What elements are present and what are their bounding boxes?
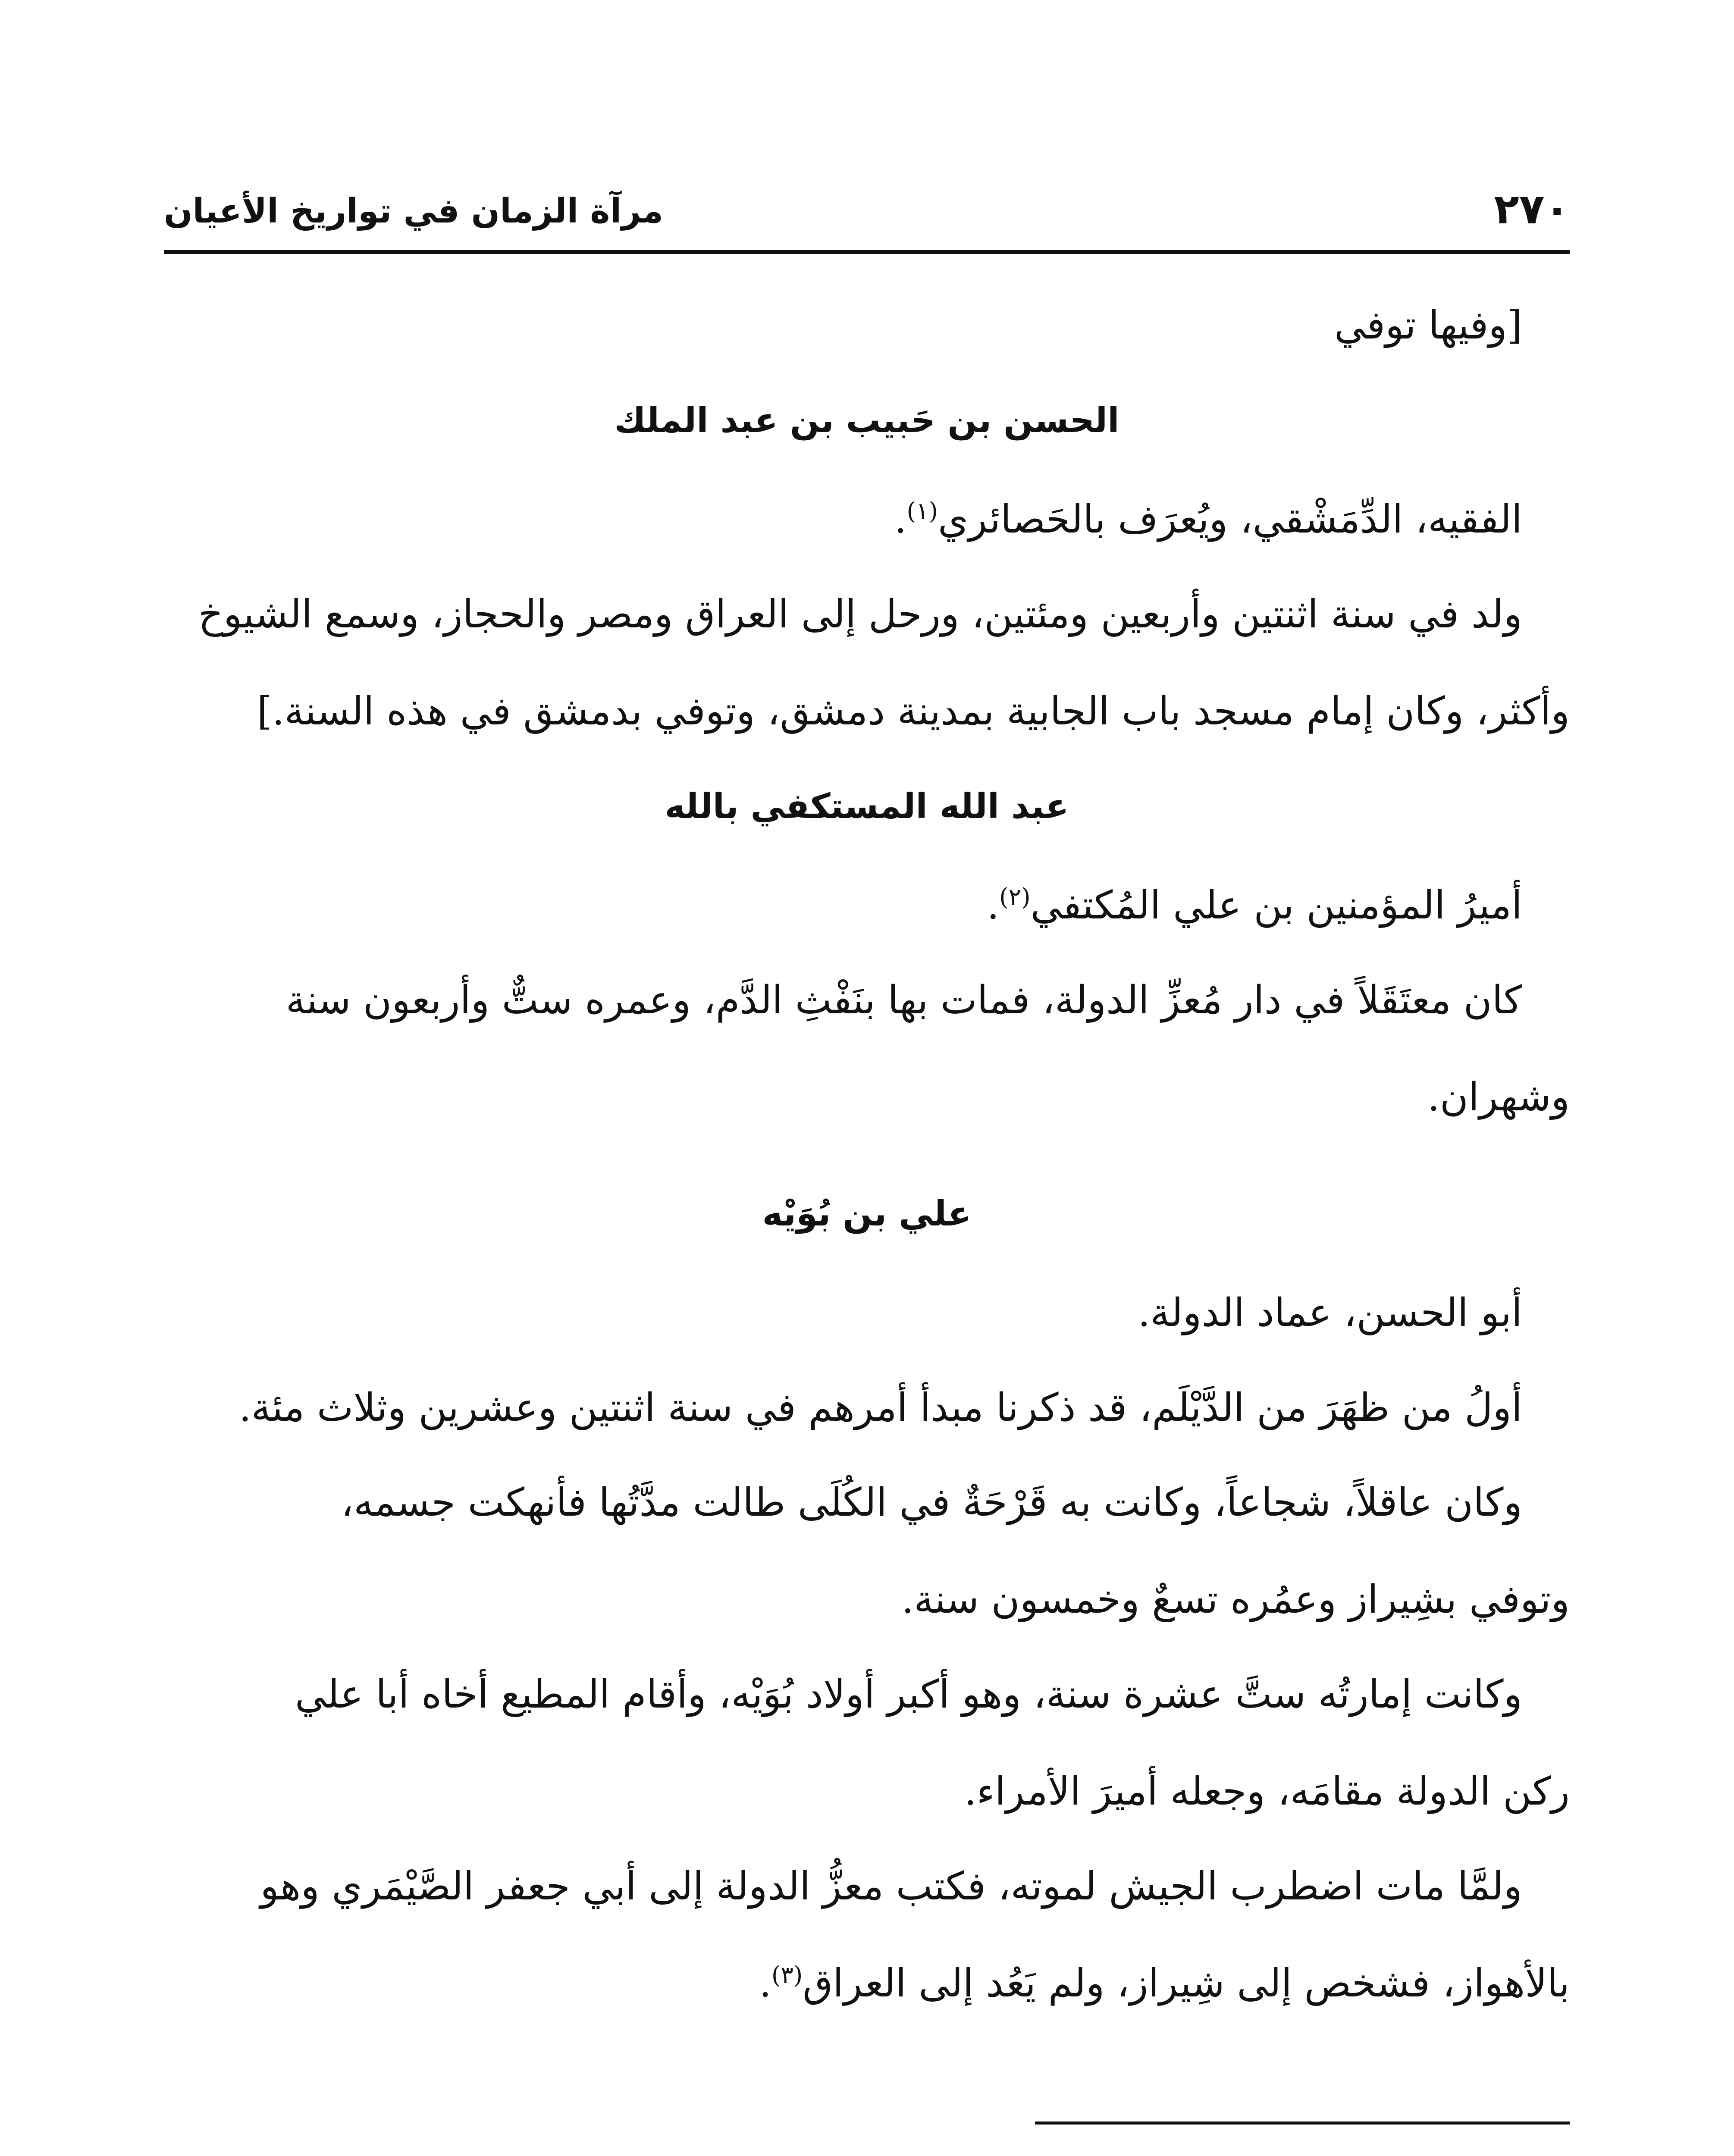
- entry-paragraph: [164, 972, 1570, 1125]
- entry-paragraph: [164, 1667, 1570, 1820]
- text-line: أميرُ المؤمنين بن علي المُكتفي$^{(٢)}$.: [987, 883, 1522, 928]
- entry-paragraph: [164, 586, 1570, 740]
- text-line: ولمَّا مات اضطرب الجيش لموته، فكتب معزُّ الدولة إلى أبي جعفر الصَّيْمَري وهو: [260, 1864, 1522, 1909]
- entry-paragraph: [164, 1380, 1570, 1436]
- entry-paragraph: [164, 1285, 1570, 1341]
- text-line: أبو الحسن، عماد الدولة.: [1138, 1290, 1522, 1335]
- text-line: وكانت إمارتُه ستَّ عشرة سنة، وهو أكبر أولاد بُوَيْه، وأقام المطيع أخاه أبا علي: [295, 1672, 1522, 1717]
- book-title: مرآة الزمان في تواريخ الأعيان: [164, 192, 664, 231]
- text-line: وتوفي بشِيراز وعمُره تسعٌ وخمسون سنة.: [901, 1577, 1570, 1622]
- text-line: كان معتَقَلاً في دار مُعزِّ الدولة، فمات بها بنَفْثِ الدَّم، وعمره ستٌّ وأربعون سنة: [285, 978, 1522, 1023]
- footnote-divider: [1035, 2122, 1570, 2125]
- page-number: ٢٧٠: [1494, 185, 1570, 233]
- entry-heading-ali-buyeh: علي بن بُوَيْه: [762, 1194, 972, 1234]
- text-line: ولد في سنة اثنتين وأربعين ومئتين، ورحل إلى العراق ومصر والحجاز، وسمع الشيوخ: [198, 592, 1522, 637]
- intro-line: [وفيها توفي: [1334, 303, 1522, 348]
- text-line: وكان عاقلاً، شجاعاً، وكانت به قَرْحَةٌ في الكُلَى طالت مدَّتُها فأنهكت جسمه،: [341, 1480, 1522, 1525]
- footnote-ref[interactable]: (٢): [999, 883, 1031, 911]
- text-line: ركن الدولة مقامَه، وجعله أميرَ الأمراء.: [964, 1769, 1570, 1814]
- text-line: وشهران.: [1427, 1075, 1570, 1120]
- running-header: [164, 172, 1570, 254]
- text-line: وأكثر، وكان إمام مسجد باب الجابية بمدينة دمشق، وتوفي بدمشق في هذه السنة.]: [257, 689, 1570, 734]
- entry-paragraph: [164, 492, 1570, 548]
- main-text: [164, 298, 1570, 2050]
- footnote-ref[interactable]: (١): [906, 497, 938, 525]
- entry-heading-mustakfi: عبد الله المستكفي بالله: [665, 786, 1069, 826]
- text-line: الفقيه، الدِّمَشْقي، ويُعرَف بالحَصائري$^{(١)}$.: [894, 497, 1522, 542]
- footnote-ref[interactable]: (٣): [771, 1961, 803, 1989]
- entry-paragraph: [164, 1858, 1570, 2012]
- entry-paragraph: [164, 1475, 1570, 1628]
- entry-heading-hasan: الحسن بن حَبيب بن عبد الملك: [614, 400, 1119, 440]
- text-line: بالأهواز، فشخص إلى شِيراز، ولم يَعُد إلى العراق$^{(٣)}$.: [759, 1961, 1570, 2006]
- intro-paragraph: [164, 298, 1570, 354]
- entry-paragraph: [164, 877, 1570, 934]
- text-line: أولُ من ظهَرَ من الدَّيْلَم، قد ذكرنا مبدأ أمرهم في سنة اثنتين وعشرين وثلاث مئة.: [239, 1385, 1522, 1430]
